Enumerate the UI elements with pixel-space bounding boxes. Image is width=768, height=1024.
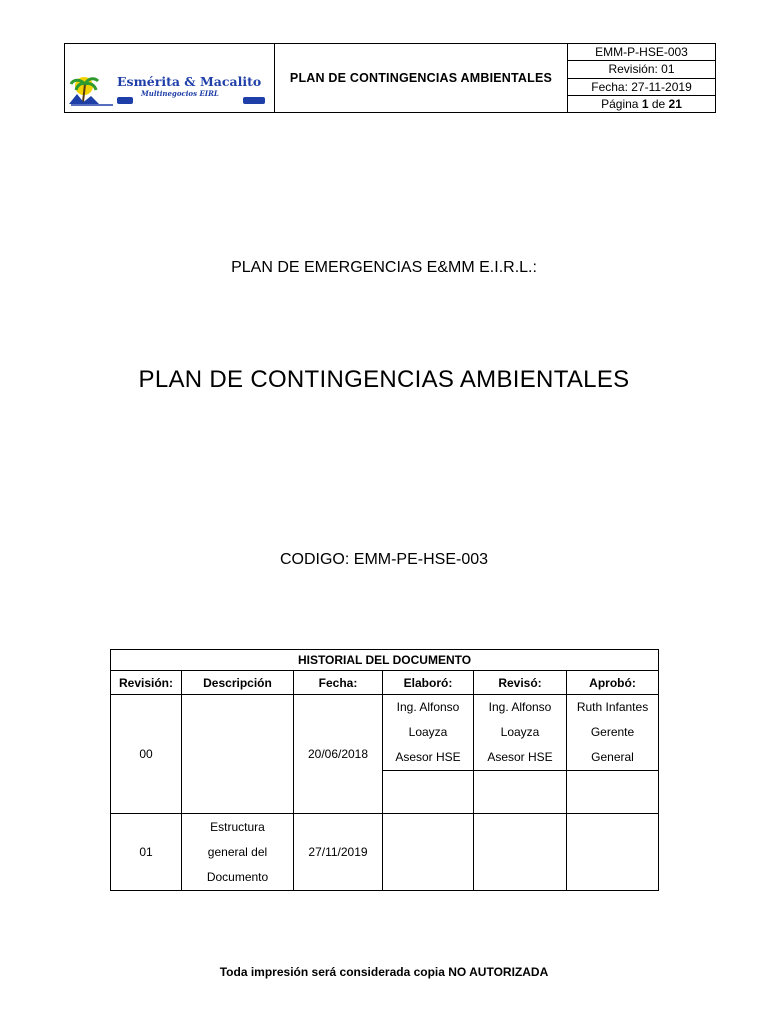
table-row-reviewed	[474, 814, 567, 891]
plan-main-title: PLAN DE CONTINGENCIAS AMBIENTALES	[138, 366, 630, 393]
table-row-date: 20/06/2018	[294, 695, 383, 814]
company-logo-cell	[65, 44, 275, 113]
palm-tree-logo-icon	[69, 72, 115, 106]
description-line: Estructura	[210, 819, 265, 834]
approved-line: Gerente	[590, 725, 635, 739]
table-row-approved	[567, 695, 659, 771]
truck-icon	[243, 97, 265, 104]
table-cell-empty	[474, 771, 567, 814]
header-revision: Revisión: 01	[568, 61, 716, 78]
approved-line: Ruth Infantes	[576, 700, 649, 714]
reviewed-line: Asesor HSE	[487, 750, 553, 764]
table-row-revision: 01	[111, 814, 182, 891]
header-document-title: PLAN DE CONTINGENCIAS AMBIENTALES	[275, 44, 568, 113]
column-header-revision: Revisión:	[111, 671, 182, 695]
table-row-approved	[567, 814, 659, 891]
table-row-date: 27/11/2019	[294, 814, 383, 891]
reviewed-line: Loayza	[500, 725, 540, 739]
logo-company-name: Esmérita & Macalito	[117, 74, 262, 89]
document-header	[64, 43, 716, 113]
history-table-caption: HISTORIAL DEL DOCUMENTO	[111, 650, 659, 671]
approved-line: General	[591, 750, 634, 764]
header-date: Fecha: 27-11-2019	[568, 78, 716, 95]
page-total: 21	[668, 96, 682, 111]
plan-subtitle: PLAN DE EMERGENCIAS E&MM E.I.R.L.:	[231, 259, 537, 276]
reviewed-line: Ing. Alfonso	[488, 700, 552, 714]
table-cell-empty	[383, 771, 474, 814]
page-current: 1	[641, 96, 649, 111]
description-line: general del	[207, 844, 268, 859]
header-document-code: EMM-P-HSE-003	[568, 44, 716, 61]
table-cell-empty	[567, 771, 659, 814]
column-header-reviewed: Revisó:	[474, 671, 567, 695]
table-row-description	[182, 814, 294, 891]
prepared-line: Loayza	[408, 725, 448, 739]
unauthorized-copy-notice: Toda impresión será considerada copia NO AUTORIZADA	[219, 965, 549, 979]
column-header-date: Fecha:	[294, 671, 383, 695]
description-line: Documento	[206, 869, 269, 884]
column-header-approved: Aprobó:	[567, 671, 659, 695]
table-row-revision: 00	[111, 695, 182, 814]
page-of: de	[651, 96, 666, 111]
plan-code: CODIGO: EMM-PE-HSE-003	[279, 551, 489, 568]
header-page-number	[568, 95, 716, 112]
table-row-prepared	[383, 695, 474, 771]
table-row-description	[182, 695, 294, 814]
column-header-prepared: Elaboró:	[383, 671, 474, 695]
prepared-line: Asesor HSE	[395, 750, 461, 764]
table-row-prepared	[383, 814, 474, 891]
column-header-description: Descripción	[182, 671, 294, 695]
bus-icon	[117, 97, 133, 104]
page-prefix: Página	[601, 96, 639, 111]
table-row-reviewed	[474, 695, 567, 771]
prepared-line: Ing. Alfonso	[396, 700, 460, 714]
logo-company-subtitle: Multinegocios EIRL	[141, 89, 219, 98]
document-history-table	[110, 649, 659, 891]
